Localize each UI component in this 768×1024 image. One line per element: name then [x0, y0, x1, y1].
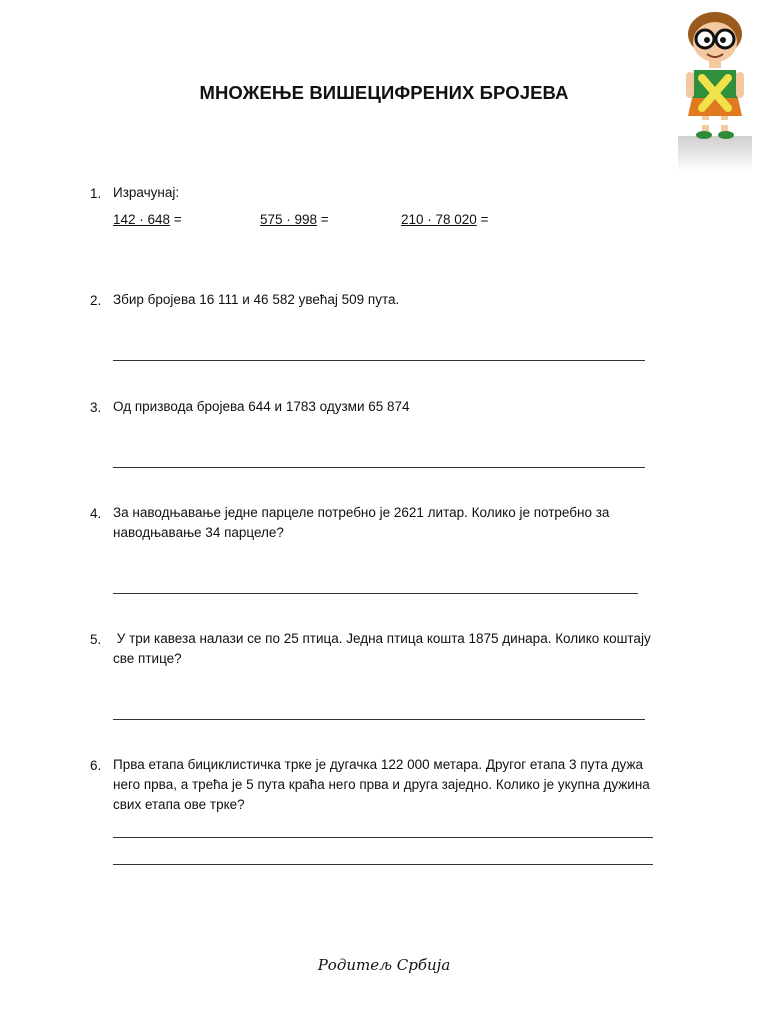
- task-1-expression-2: [260, 212, 329, 227]
- task-2-text: Збир бројева 16 111 и 46 582 увећај 509 пута.: [113, 292, 400, 307]
- task-5-number: 5.: [90, 632, 102, 647]
- task-6-answer-line-1[interactable]: [113, 837, 653, 838]
- page-title: МНОЖЕЊЕ ВИШЕЦИФРЕНИХ БРОЈЕВА: [199, 82, 569, 103]
- task-2-answer-line[interactable]: [113, 360, 645, 361]
- task-5-answer-line[interactable]: [113, 719, 645, 720]
- expression-2-equals: =: [317, 212, 329, 227]
- task-5-text-line-2: све птице?: [113, 651, 182, 666]
- expression-3-product: 210 · 78 020: [401, 212, 477, 227]
- expression-1-equals: =: [170, 212, 182, 227]
- task-3-number: 3.: [90, 400, 102, 415]
- task-6-answer-line-2[interactable]: [113, 864, 653, 865]
- task-4-answer-line[interactable]: [113, 593, 638, 594]
- task-2-number: 2.: [90, 293, 102, 308]
- task-1-expression-1: [113, 212, 182, 227]
- footer-signature: Родитељ Србија: [317, 956, 451, 974]
- task-4-text-line-2: наводњавање 34 парцеле?: [113, 525, 284, 540]
- task-6-text-line-1: Прва етапа бициклистичка трке је дугачка 122 000 метара. Другог етапа 3 пута дужа: [113, 757, 643, 772]
- task-4-number: 4.: [90, 506, 102, 521]
- task-3-answer-line[interactable]: [113, 467, 645, 468]
- expression-3-equals: =: [476, 212, 489, 227]
- task-1-expression-3: [401, 212, 488, 227]
- task-6-text-line-3: свих етапа ове трке?: [113, 797, 245, 812]
- task-5-text-line-1: У три кавеза налази се по 25 птица. Једна птица кошта 1875 динара. Колико коштају: [113, 631, 651, 646]
- task-6-text-line-2: него прва, а трећа је 5 пута краћа него прва и друга заједно. Колико је укупна дужина: [113, 777, 650, 792]
- task-6-number: 6.: [90, 758, 102, 773]
- cartoon-boy-multiplication-icon: [676, 8, 754, 174]
- task-3-text: Од призвода бројева 644 и 1783 одузми 65 874: [113, 399, 410, 414]
- task-4-text-line-1: За наводњавање једне парцеле потребно је 2621 литар. Колико је потребно за: [113, 505, 610, 520]
- task-1-number: 1.: [90, 186, 102, 201]
- expression-1-product: 142 · 648: [113, 212, 171, 227]
- task-1-text: Израчунај:: [113, 185, 180, 200]
- expression-2-product: 575 · 998: [260, 212, 318, 227]
